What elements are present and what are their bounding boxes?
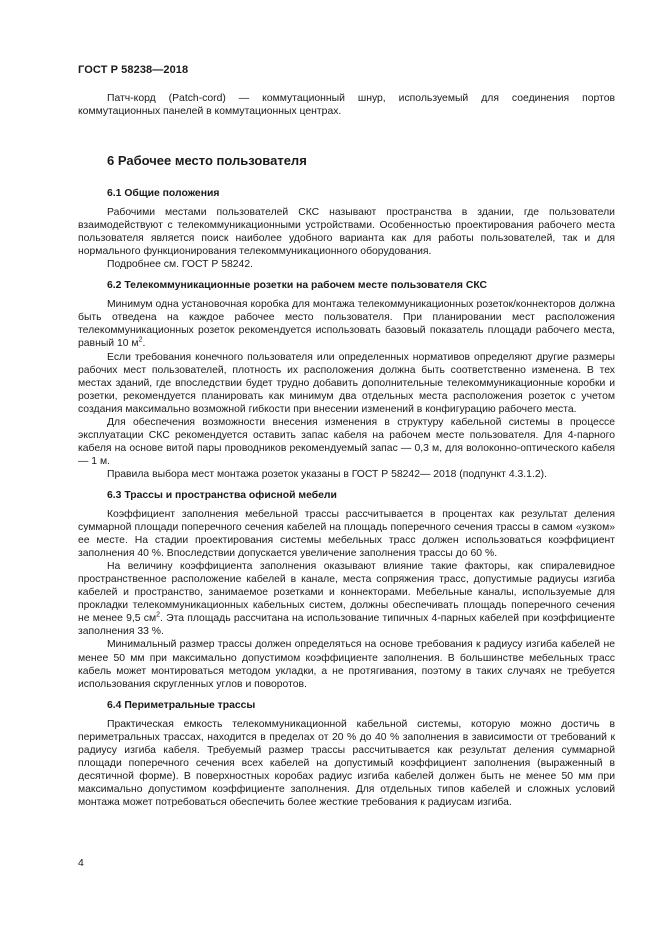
paragraph: Минимальный размер трассы должен определяться на основе требования к радиусу изгиба кабелей не менее 50 мм при максимально допустимом коэффициенте заполнения. В большинстве мебельных трасс кабель может монтироваться методом укладки, а не протягивания, поэтому в таких случаях не требуется использования скругленных углов и поворотов. [78, 639, 615, 690]
document-code-header: ГОСТ Р 58238—2018 [78, 64, 189, 76]
paragraph-text: На величину коэффициента заполнения оказывают влияние такие факторы, как спиралевидное пространственное расположение кабелей в канале, места сопряжения трасс, допустимые радиусы изгиба кабелей и пространство, занимаемое розетками и коннекторами. Мебельные каналы, используемые для прокладки телекоммуникационных кабельных систем, должны обеспечивать площадь поперечного сечения не менее 9,5 см [78, 561, 615, 625]
paragraph: Коэффициент заполнения мебельной трассы рассчитывается в процентах как результат деления суммарной площади поперечного сечения кабелей на площадь поперечного сечения трассы в самом «узком» ее месте. На стадии проектирования системы мебельных трасс должен использоваться коэффициент заполнения 40 %. Впоследствии допускается увеличение заполнения трассы до 60 %. [78, 508, 615, 560]
superscript: 2 [138, 337, 143, 344]
subsection-6-2-title: 6.2 Телекоммуникационные розетки на рабочем месте пользователя СКС [107, 280, 488, 292]
paragraph: Правила выбора мест монтажа розеток указаны в ГОСТ Р 58242— 2018 (подпункт 4.3.1.2). [107, 468, 547, 480]
definition-patch-cord: Патч-корд (Patch-cord) — коммутационный шнур, используемый для соединения портов коммутационных панелей в коммутационных центрах. [78, 93, 615, 118]
paragraph [78, 560, 615, 638]
paragraph [78, 298, 615, 350]
paragraph: Для обеспечения возможности внесения изменения в структуру кабельной системы в процессе эксплуатации СКС рекомендуется оставить запас кабеля на рабочем месте пользователя. Для 4-парного кабеля на основе витой пары проводников рекомендуемый запас — 0,3 м, для волоконно-оптического кабеля — 1 м. [78, 416, 615, 467]
paragraph-text: . [142, 338, 146, 350]
paragraph: Практическая емкость телекоммуникационной кабельной системы, которую можно достичь в периметральных трассах, находится в пределах от 20 % до 40 % заполнения в зависимости от требований к радиусу изгиба кабеля. Требуемый размер трассы рассчитывается как результат деления суммарной площади поперечного сечения всех кабелей на допустимый коэффициент заполнения (выраженный в десятичной форме). В поверхностных коробах радиус изгиба кабелей должен быть не менее 50 мм при максимально допустимом коэффициенте заполнения. Для отдельных типов кабелей и сложных условий монтажа может потребоваться обеспечить более жесткие требования к радиусам изгиба. [78, 718, 615, 808]
subsection-6-3-title: 6.3 Трассы и пространства офисной мебели [107, 489, 337, 501]
paragraph-text: Минимум одна установочная коробка для монтажа телекоммуникационных розеток/коннекторов должна быть отведена на каждое рабочее место пользователя. При планировании мест расположения телекоммуникационных розеток рекомендуется использовать базовый показатель площади рабочего места, равный 10 м [78, 299, 615, 350]
section-6-title: 6 Рабочее место пользователя [107, 153, 307, 169]
subsection-6-1-title: 6.1 Общие положения [107, 188, 220, 200]
paragraph-text: . Эта площадь рассчитана на использование типичных 4-парных кабелей при коэффициенте заполнения 33 %. [78, 613, 615, 638]
page-content [78, 92, 615, 809]
page-number: 4 [78, 858, 84, 869]
subsection-6-4-title: 6.4 Периметральные трассы [107, 699, 256, 711]
paragraph: Подробнее см. ГОСТ Р 58242. [107, 259, 254, 271]
paragraph: Если требования конечного пользователя или определенных нормативов определяют другие размеры рабочих мест пользователей, плотность их расположения должна быть соответственно изменена. В тех местах зданий, где впоследствии будет трудно добавить дополнительные телекоммуникационные коробки и розетки, рекомендуется планировать как минимум два отдельных места расположения розеток с учетом создания максимально возможной гибкости при внесении изменений в конфигурацию рабочего места. [78, 351, 615, 415]
superscript: 2 [156, 611, 161, 619]
paragraph: Рабочими местами пользователей СКС называют пространства в здании, где пользователи взаимодействуют с телекоммуникационными устройствами. Особенностью проектирования рабочего места пользователя является поиск наиболее удобного варианта как для работы пользователей, так и для нормального функционирования телекоммуникационного оборудования. [78, 207, 615, 258]
